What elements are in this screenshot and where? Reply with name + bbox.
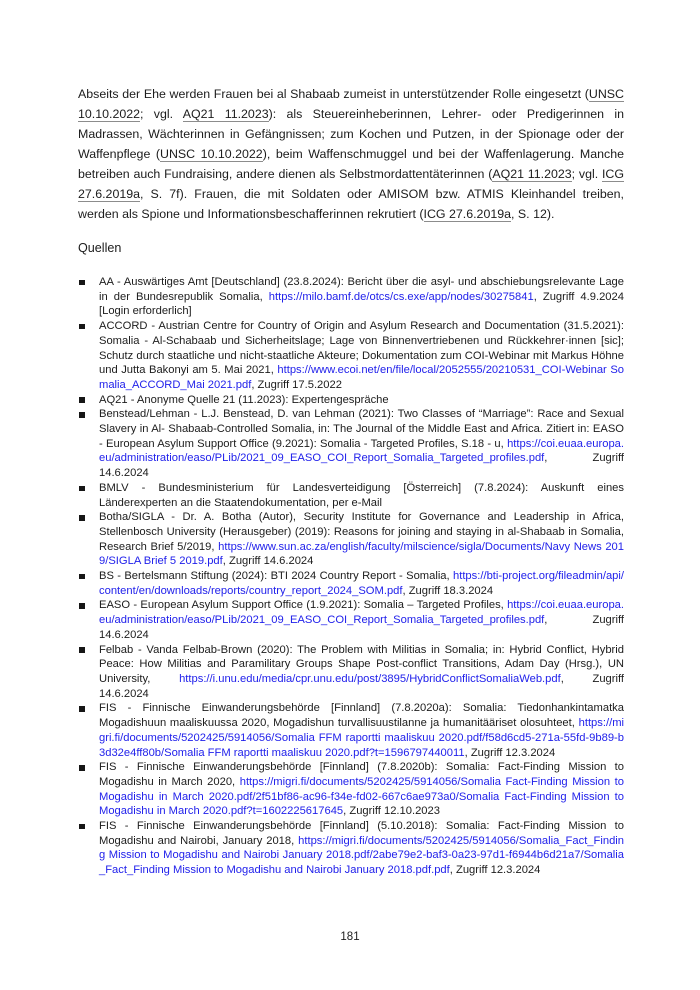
bullet-square-icon [79, 397, 85, 403]
bullet-square-icon [79, 765, 85, 771]
source-url-link[interactable]: https://migri.fi/documents/5202425/5914056/Somalia Fact-Finding Mission to Mogadishu in March 2020.pdf/2f51bf86-ac96-f34e-fd02-667c6ae973a0/Somalia Fact-Finding Mission to Mogadishu in March 2020.pdf?t=1602225617645 [99, 775, 624, 818]
bullet-square-icon [79, 706, 85, 712]
source-url-link[interactable]: https://migri.fi/documents/5202425/5914056/Somalia FFM raportti maaliskuu 2020.pdf/f58d6cd5-271a-55fd-9b89-b3d32e4ff80b/Somalia FFM raportti maaliskuu 2020.pdf?t=1596797440011 [99, 717, 624, 759]
sources-heading: Quellen [78, 241, 122, 255]
bullet-square-icon [79, 486, 85, 492]
page-content [78, 84, 624, 878]
source-item: FIS - Finnische Einwanderungsbehörde [Finnland] (7.8.2020a): Somalia: Tiedonhankintamatka Mogadishuun maaliskuussa 2020, Mogadishun turvallisuustilanne ja humanitääriset olosuhteet, https://migri.fi/documents/5202425/5914056/Somalia FFM raportti maaliskuu 2020.pdf/f58d6cd5-271a-55fd-9b89-b3d32e4ff80b/Somalia FFM raportti maaliskuu 2020.pdf?t=1596797440011, Zugriff 12.3.2024 [78, 701, 624, 760]
citation-ref-link[interactable]: UNSC 10.10.2022 [78, 87, 624, 121]
source-url-link[interactable]: https://www.sun.ac.za/english/faculty/milscience/sigla/Documents/Navy News 2019/SIGLA Brief 5 2019.pdf [99, 540, 624, 568]
source-url-link[interactable]: https://i.unu.edu/media/cpr.unu.edu/post/3895/HybridConflictSomaliaWeb.pdf [179, 672, 561, 685]
source-item: Botha/SIGLA - Dr. A. Botha (Autor), Security Institute for Governance and Leadership in Africa, Stellenbosch University (Herausgeber) (2019): Reasons for joining and staying in al-Shabaab in Somalia, Research Brief 5/2019, https://www.sun.ac.za/english/faculty/milscience/sigla/Documents/Navy News 2019/SIGLA Brief 5 2019.pdf, Zugriff 14.6.2024 [78, 510, 624, 569]
sources-list [78, 275, 624, 878]
source-item: EASO - European Asylum Support Office (1.9.2021): Somalia – Targeted Profiles, https://coi.euaa.europa.eu/administration/easo/PLib/2021_09_EASO_COI_Report_Somalia_Targeted_profiles.pdf, Zugriff 14.6.2024 [78, 598, 624, 642]
source-item: BMLV - Bundesministerium für Landesverteidigung [Österreich] (7.8.2024): Auskunft eines Länderexperten an die Staatendokumentation, per e-Mail [78, 481, 624, 510]
source-item: Felbab - Vanda Felbab-Brown (2020): The Problem with Militias in Somalia; in: Hybrid Conflict, Hybrid Peace: How Militias and Paramilitary Groups Shape Post-conflict Transitions, Adam Day (Hrsg.), UN University, https://i.unu.edu/media/cpr.unu.edu/post/3895/HybridConflictSomaliaWeb.pdf, Zugriff 14.6.2024 [78, 643, 624, 702]
bullet-square-icon [79, 280, 85, 286]
source-item: FIS - Finnische Einwanderungsbehörde [Finnland] (7.8.2020b): Somalia: Fact-Finding Mission to Mogadishu in March 2020, https://migri.fi/documents/5202425/5914056/Somalia Fact-Finding Mission to Mogadishu in March 2020.pdf/2f51bf86-ac96-f34e-fd02-667c6ae973a0/Somalia Fact-Finding Mission to Mogadishu in March 2020.pdf?t=1602225617645, Zugriff 12.10.2023 [78, 760, 624, 819]
bullet-square-icon [79, 603, 85, 609]
source-item: ACCORD - Austrian Centre for Country of Origin and Asylum Research and Documentation (31.5.2021): Somalia - Al-Schabaab und Sicherheitslage; Lage von Binnenvertriebenen und Rückkehrer·innen [sic]; Schutz durch staatliche und nicht-staatliche Akteure; Dokumentation zum COI-Webinar mit Markus Höhne und Jutta Bakonyi am 5. Mai 2021, https://www.ecoi.net/en/file/local/2052555/20210531_COI-Webinar Somalia_ACCORD_Mai 2021.pdf, Zugriff 17.5.2022 [78, 319, 624, 393]
source-url-link[interactable]: https://coi.euaa.europa.eu/administration/easo/PLib/2021_09_EASO_COI_Report_Somalia_Targeted_profiles.pdf [99, 599, 624, 627]
citation-ref-link[interactable]: UNSC 10.10.2022 [160, 147, 263, 161]
citation-ref-link[interactable]: ICG 27.6.2019a [423, 207, 512, 221]
source-url-link[interactable]: https://bti-project.org/fileadmin/api/content/en/downloads/reports/country_report_2024_SOM.pdf [99, 570, 624, 597]
source-item: AA - Auswärtiges Amt [Deutschland] (23.8.2024): Bericht über die asyl- und abschiebungsrelevante Lage in der Bundesrepublik Somalia, https://milo.bamf.de/otcs/cs.exe/app/nodes/30275841, Zugriff 4.9.2024 [Login erforderlich] [78, 275, 624, 319]
source-item: FIS - Finnische Einwanderungsbehörde [Finnland] (5.10.2018): Somalia: Fact-Finding Mission to Mogadishu and Nairobi, January 2018, https://migri.fi/documents/5202425/5914056/Somalia_Fact_Finding Mission to Mogadishu and Nairobi January 2018.pdf/2abe79e2-baf3-0a23-97d1-f6944b6d21a7/Somalia_Fact_Finding Mission to Mogadishu and Nairobi January 2018.pdf.pdf, Zugriff 12.3.2024 [78, 819, 624, 878]
bullet-square-icon [79, 574, 85, 580]
citation-ref-link[interactable]: ICG 27.6.2019a [78, 167, 624, 201]
bullet-square-icon [79, 647, 85, 653]
source-item: BS - Bertelsmann Stiftung (2024): BTI 2024 Country Report - Somalia, https://bti-project.org/fileadmin/api/content/en/downloads/reports/country_report_2024_SOM.pdf, Zugriff 18.3.2024 [78, 569, 624, 598]
bullet-square-icon [79, 412, 85, 418]
citation-ref-link[interactable]: AQ21 11.2023 [182, 107, 269, 121]
citation-ref-link[interactable]: AQ21 11.2023 [492, 167, 572, 181]
source-url-link[interactable]: https://milo.bamf.de/otcs/cs.exe/app/nodes/30275841 [268, 290, 534, 303]
bullet-square-icon [79, 324, 85, 330]
bullet-square-icon [79, 824, 85, 830]
source-item: AQ21 - Anonyme Quelle 21 (11.2023): Expertengespräche [78, 393, 624, 408]
source-url-link[interactable]: https://coi.euaa.europa.eu/administration/easo/PLib/2021_09_EASO_COI_Report_Somalia_Targeted_profiles.pdf [99, 437, 624, 465]
bullet-square-icon [79, 515, 85, 521]
source-url-link[interactable]: https://migri.fi/documents/5202425/5914056/Somalia_Fact_Finding Mission to Mogadishu and Nairobi January 2018.pdf/2abe79e2-baf3-0a23-97d1-f6944b6d21a7/Somalia_Fact_Finding Mission to Mogadishu and Nairobi January 2018.pdf.pdf [99, 834, 624, 877]
page-number: 181 [340, 931, 360, 943]
source-url-link[interactable]: https://www.ecoi.net/en/file/local/2052555/20210531_COI-Webinar Somalia_ACCORD_Mai 2021.pdf [99, 364, 625, 391]
source-item: Benstead/Lehman - L.J. Benstead, D. van Lehman (2021): Two Classes of “Marriage”: Race and Sexual Slavery in Al- Shabaab-Controlled Somalia, in: The Journal of the Middle East and Africa. Zitiert in: EASO - European Asylum Support Office (9.2021): Somalia - Targeted Profiles, S.18 - u, https://coi.euaa.europa.eu/administration/easo/PLib/2021_09_EASO_COI_Report_Somalia_Targeted_profiles.pdf, Zugriff 14.6.2024 [78, 407, 624, 481]
intro-paragraph: Abseits der Ehe werden Frauen bei al Shabaab zumeist in unterstützender Rolle eingesetzt (UNSC 10.10.2022; vgl. AQ21 11.2023): als Steuereinheberinnen, Lehrer- oder Predigerinnen in Madrassen, Wächterinnen in Gefängnissen; zum Kochen und Putzen, in der Spionage oder der Waffenpflege (UNSC 10.10.2022), beim Waffenschmuggel und bei der Waffenlagerung. Manche betreiben auch Fundraising, andere dienen als Selbstmordattentäterinnen (AQ21 11.2023; vgl. ICG 27.6.2019a, S. 7f). Frauen, die mit Soldaten oder AMISOM bzw. ATMIS Kleinhandel treiben, werden als Spione und Informationsbeschafferinnen rekrutiert (ICG 27.6.2019a, S. 12). [78, 87, 625, 221]
